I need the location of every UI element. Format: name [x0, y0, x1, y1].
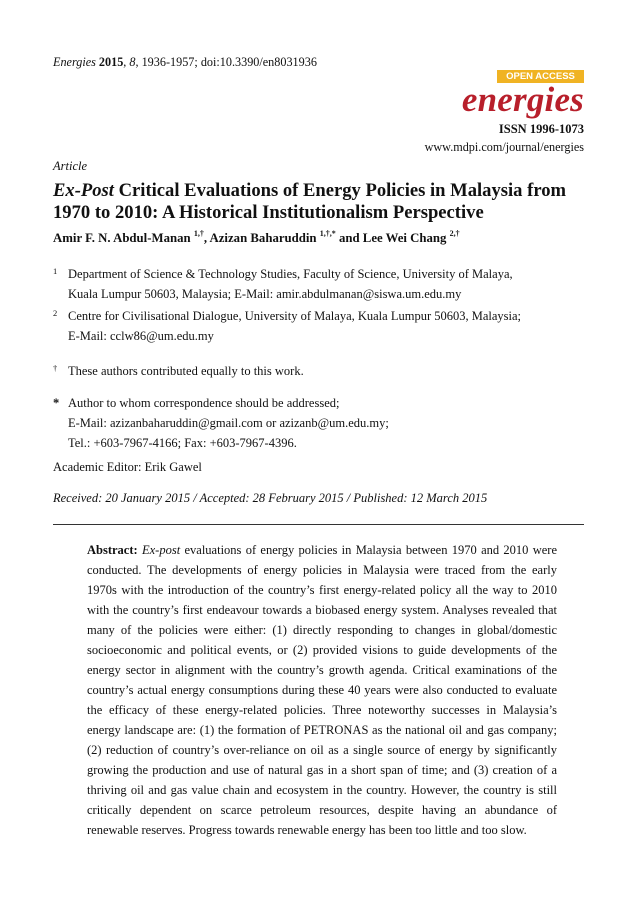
citation-line: Energies 2015, 8, 1936-1957; doi:10.3390/en8031936	[53, 55, 317, 69]
publication-dates: Received: 20 January 2015 / Accepted: 28 February 2015 / Published: 12 March 2015	[53, 491, 488, 505]
abstract-label: Abstract:	[87, 543, 138, 557]
affiliation-2	[53, 306, 593, 346]
author-name: Lee Wei Chang	[362, 231, 447, 245]
abstract	[87, 540, 557, 840]
journal-name: Energies	[53, 55, 96, 69]
affiliation-line: Department of Science & Technology Studies, Faculty of Science, University of Malaya,	[68, 267, 513, 281]
affiliation-line: Kuala Lumpur 50603, Malaysia; E-Mail: amir.abdulmanan@siswa.um.edu.my	[68, 287, 462, 301]
abstract-italic-start: Ex-post	[142, 543, 181, 557]
section-divider	[53, 524, 584, 525]
asterisk-mark: *	[53, 396, 60, 410]
citation-volume: 8	[129, 55, 136, 69]
affiliation-mark: 2	[53, 308, 58, 318]
correspondence-email: E-Mail: azizanbaharuddin@gmail.com or azizanb@um.edu.my;	[68, 416, 389, 430]
correspondence-line: Author to whom correspondence should be addressed;	[68, 396, 340, 410]
author-separator: and	[335, 231, 363, 245]
open-access-badge: OPEN ACCESS	[497, 70, 584, 83]
title-rest: Critical Evaluations of Energy Policies in Malaysia from 1970 to 2010: A Historical Institutionalism Perspective	[53, 180, 567, 223]
author-list	[53, 231, 460, 246]
author-affiliation-marks: 1,†	[193, 229, 204, 238]
author-name: Azizan Baharuddin	[209, 231, 317, 245]
affiliation-1	[53, 264, 593, 304]
author-name: Amir F. N. Abdul-Manan	[53, 231, 191, 245]
affiliation-mark: 1	[53, 266, 58, 276]
affiliation-line: Centre for Civilisational Dialogue, University of Malaya, Kuala Lumpur 50603, Malaysia;	[68, 309, 522, 323]
academic-editor: Academic Editor: Erik Gawel	[53, 460, 202, 474]
article-type: Article	[53, 159, 88, 173]
equal-contribution-note	[53, 361, 593, 381]
journal-url[interactable]: www.mdpi.com/journal/energies	[424, 140, 584, 154]
paper-title	[53, 180, 593, 224]
author-affiliation-marks: 2,†	[449, 229, 460, 238]
dagger-mark: †	[53, 363, 58, 373]
author-affiliation-marks: 1,†,*	[319, 229, 336, 238]
journal-logo: energies	[461, 80, 584, 119]
abstract-text: evaluations of energy policies in Malaysia between 1970 and 2010 were conducted. The developments of energy policies in Malaysia were traced from the early 1970s with the introduction of the country’s first energy-related policy all the way to 2010 with the country’s first endeavour towards a biobased energy system. Analyses revealed that many of the policies were either: (1) directly responding to changes in global/domestic socioeconomic and political events, or (2) provided visions to guide developments of the energy sector in alignment with the country’s growth agenda. Critical examinations of the country’s actual energy consumptions during these 40 years were also conducted to evaluate the efficacy of these energy-related policies. Three noteworthy successes in Malaysia’s energy landscape are: (1) the formation of PETRONAS as the national oil and gas company; (2) reduction of country’s over-reliance on oil as a single source of energy by significantly growing the production and use of natural gas in a short span of time; and (3) creation of a thriving oil and gas value chain and ecosystem in the country. However, the country is still critically dependent on scarce petroleum resources, despite having an abundance of renewable reserves. Progress towards renewable energy has been too little and too slow.	[87, 543, 558, 837]
equal-contribution-text: These authors contributed equally to this work.	[68, 364, 304, 378]
issn: ISSN 1996-1073	[498, 122, 584, 136]
citation-year: 2015	[98, 55, 124, 69]
author-separator: ,	[203, 231, 210, 245]
correspondence-note	[53, 393, 593, 453]
citation-doi: , 1936-1957; doi:10.3390/en8031936	[135, 55, 317, 69]
affiliation-line: E-Mail: cclw86@um.edu.my	[68, 329, 214, 343]
title-italic-part: Ex-Post	[53, 180, 114, 201]
correspondence-phone: Tel.: +603-7967-4166; Fax: +603-7967-4396.	[68, 436, 297, 450]
